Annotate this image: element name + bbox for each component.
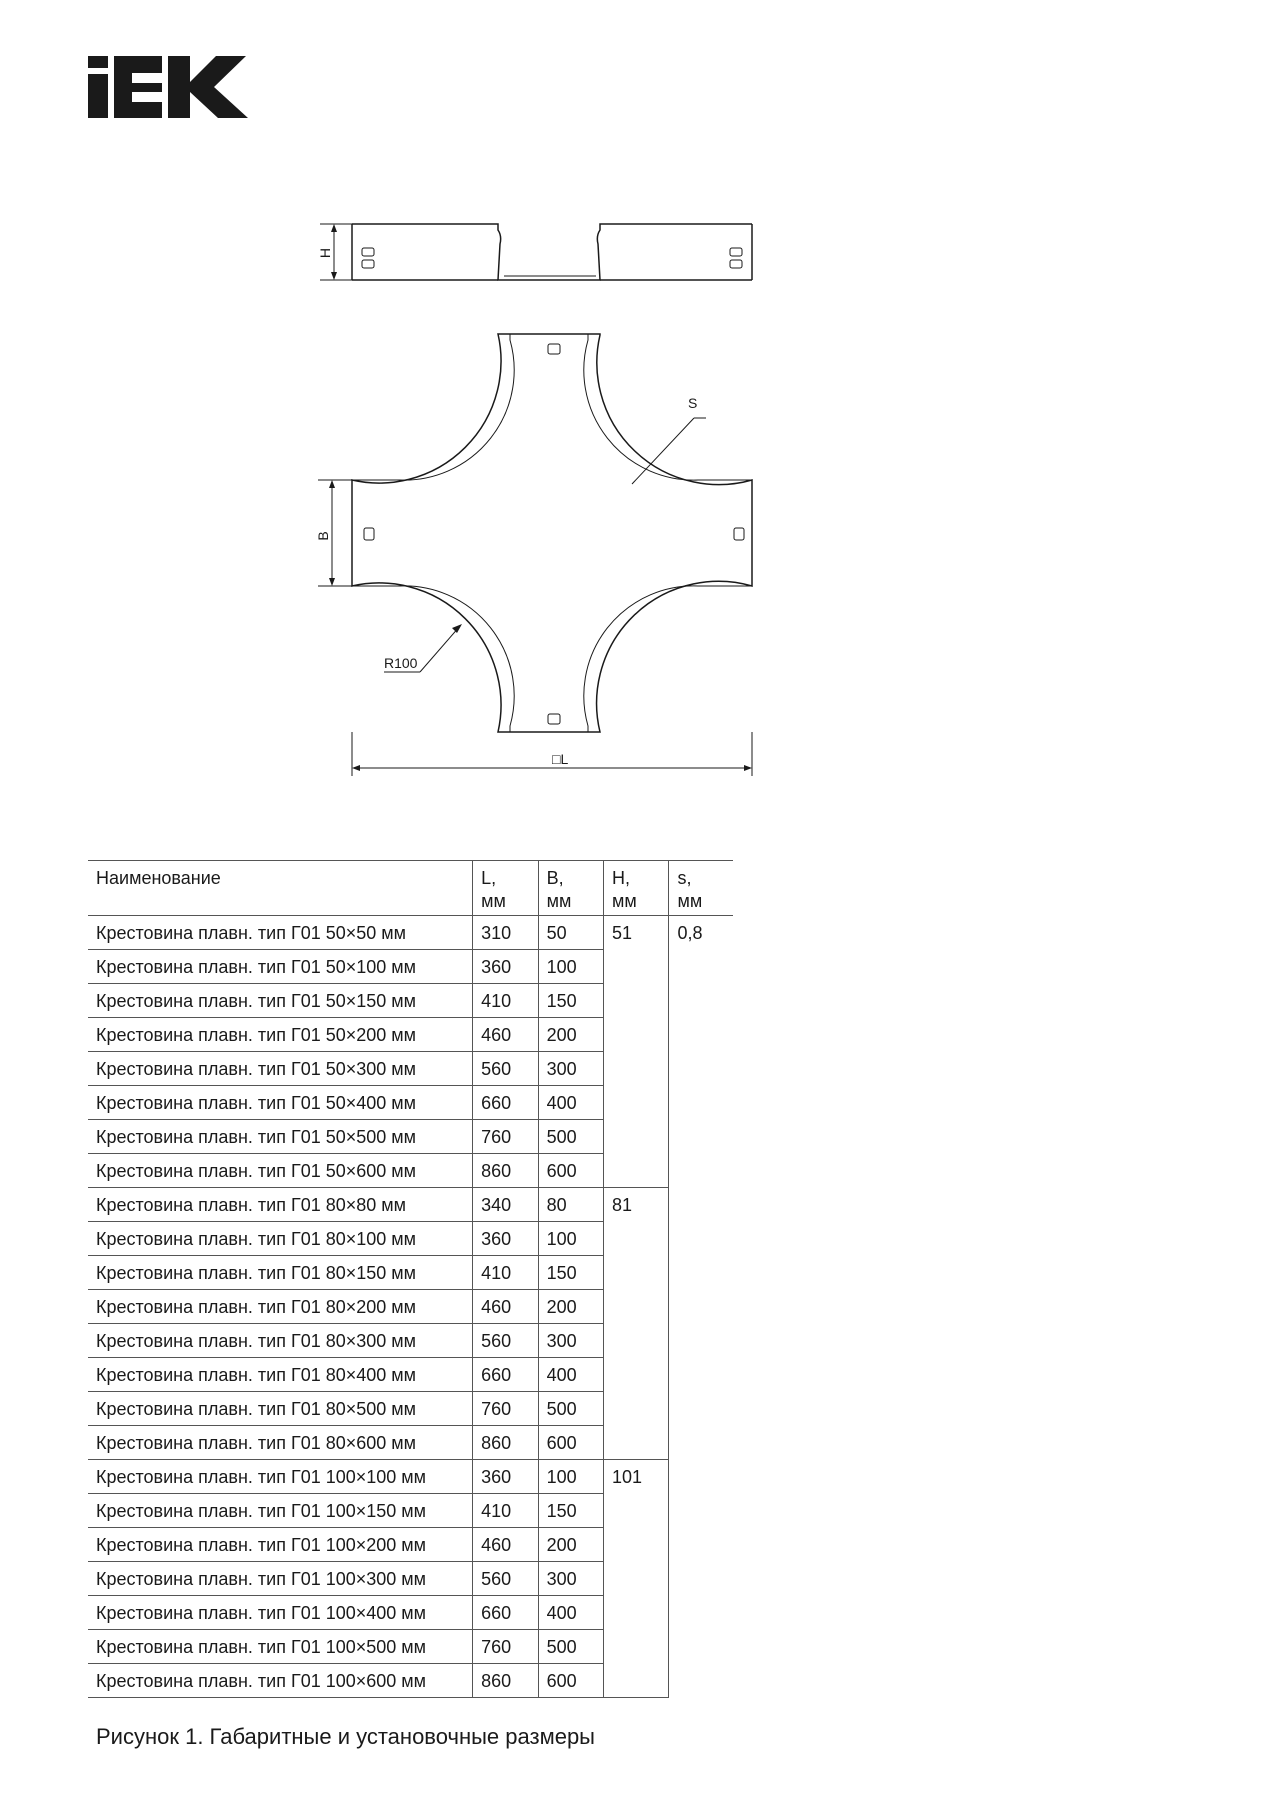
- cell-l: 760: [473, 1630, 538, 1664]
- table-row: [88, 1426, 733, 1460]
- table-row: [88, 1528, 733, 1562]
- cell-name: Крестовина плавн. тип Г01 100×200 мм: [88, 1528, 473, 1562]
- cell-l: 860: [473, 1154, 538, 1188]
- table-header-row: [88, 861, 733, 916]
- cell-name: Крестовина плавн. тип Г01 50×100 мм: [88, 950, 473, 984]
- label-height: H: [317, 247, 333, 259]
- cell-name: Крестовина плавн. тип Г01 80×100 мм: [88, 1222, 473, 1256]
- cell-name: Крестовина плавн. тип Г01 100×500 мм: [88, 1630, 473, 1664]
- table-row: [88, 1018, 733, 1052]
- cell-name: Крестовина плавн. тип Г01 50×150 мм: [88, 984, 473, 1018]
- cell-name: Крестовина плавн. тип Г01 100×600 мм: [88, 1664, 473, 1698]
- header-h-unit: мм: [612, 891, 637, 911]
- table-row: [88, 1086, 733, 1120]
- cell-b: 600: [538, 1426, 603, 1460]
- table-row: [88, 1460, 733, 1494]
- cell-l: 460: [473, 1290, 538, 1324]
- cell-h: [604, 1528, 669, 1562]
- cell-h: [604, 950, 669, 984]
- cell-b: 80: [538, 1188, 603, 1222]
- cell-b: 300: [538, 1324, 603, 1358]
- table-row: [88, 950, 733, 984]
- header-s-unit: мм: [677, 891, 703, 911]
- header-l-label: L,: [481, 868, 497, 888]
- cell-l: 760: [473, 1120, 538, 1154]
- cell-l: 660: [473, 1086, 538, 1120]
- cell-h: [604, 1596, 669, 1630]
- cell-l: 860: [473, 1426, 538, 1460]
- cell-name: Крестовина плавн. тип Г01 80×80 мм: [88, 1188, 473, 1222]
- cell-b: 150: [538, 1494, 603, 1528]
- header-s: [669, 861, 733, 916]
- cell-b: 150: [538, 984, 603, 1018]
- cell-b: 600: [538, 1154, 603, 1188]
- cell-b: 600: [538, 1664, 603, 1698]
- table-row: [88, 1290, 733, 1324]
- label-thickness: S: [688, 395, 698, 411]
- cell-b: 200: [538, 1528, 603, 1562]
- cell-h: [604, 1086, 669, 1120]
- cell-h: [604, 1154, 669, 1188]
- header-s-label: s,: [677, 868, 692, 888]
- table-row: [88, 1120, 733, 1154]
- table-row: [88, 984, 733, 1018]
- table-row: [88, 1358, 733, 1392]
- cell-h: [604, 1290, 669, 1324]
- label-radius: R100: [384, 655, 418, 671]
- cell-l: 410: [473, 984, 538, 1018]
- table-body: [88, 916, 733, 1698]
- cell-b: 300: [538, 1562, 603, 1596]
- header-h-label: H,: [612, 868, 631, 888]
- technical-drawing: [0, 0, 1280, 800]
- table-row: [88, 1630, 733, 1664]
- cell-name: Крестовина плавн. тип Г01 80×150 мм: [88, 1256, 473, 1290]
- table-row: [88, 1154, 733, 1188]
- figure-caption: Рисунок 1. Габаритные и установочные размеры: [96, 1724, 595, 1749]
- cell-l: 460: [473, 1528, 538, 1562]
- table-row: [88, 1494, 733, 1528]
- cell-h: [604, 1494, 669, 1528]
- table-row: [88, 1222, 733, 1256]
- cell-name: Крестовина плавн. тип Г01 100×150 мм: [88, 1494, 473, 1528]
- specification-table: [88, 860, 733, 1698]
- table-row: [88, 1256, 733, 1290]
- table-row: [88, 1052, 733, 1086]
- cell-l: 560: [473, 1562, 538, 1596]
- cell-h: [604, 1222, 669, 1256]
- table-row: [88, 1188, 733, 1222]
- cell-l: 310: [473, 916, 538, 950]
- header-l-unit: мм: [481, 891, 506, 911]
- cell-b: 500: [538, 1392, 603, 1426]
- table-row: [88, 1562, 733, 1596]
- cell-h: [604, 1120, 669, 1154]
- cell-name: Крестовина плавн. тип Г01 80×600 мм: [88, 1426, 473, 1460]
- cell-l: 410: [473, 1256, 538, 1290]
- cell-name: Крестовина плавн. тип Г01 80×400 мм: [88, 1358, 473, 1392]
- cell-name: Крестовина плавн. тип Г01 100×100 мм: [88, 1460, 473, 1494]
- cell-h: [604, 1018, 669, 1052]
- cell-l: 660: [473, 1596, 538, 1630]
- cell-l: 560: [473, 1052, 538, 1086]
- cell-b: 500: [538, 1120, 603, 1154]
- cell-b: 100: [538, 950, 603, 984]
- cell-l: 460: [473, 1018, 538, 1052]
- cell-name: Крестовина плавн. тип Г01 50×400 мм: [88, 1086, 473, 1120]
- cell-h: 101: [604, 1460, 669, 1494]
- cell-h: [604, 1324, 669, 1358]
- cell-l: 360: [473, 950, 538, 984]
- table-row: [88, 916, 733, 950]
- cell-l: 760: [473, 1392, 538, 1426]
- cell-b: 50: [538, 916, 603, 950]
- cell-name: Крестовина плавн. тип Г01 50×300 мм: [88, 1052, 473, 1086]
- cell-b: 300: [538, 1052, 603, 1086]
- cell-h: [604, 1358, 669, 1392]
- cell-l: 660: [473, 1358, 538, 1392]
- cell-name: Крестовина плавн. тип Г01 50×200 мм: [88, 1018, 473, 1052]
- cell-h: [604, 1630, 669, 1664]
- cell-name: Крестовина плавн. тип Г01 50×50 мм: [88, 916, 473, 950]
- cell-name: Крестовина плавн. тип Г01 50×500 мм: [88, 1120, 473, 1154]
- top-view: [318, 334, 752, 776]
- cell-h: 51: [604, 916, 669, 950]
- cell-h: 81: [604, 1188, 669, 1222]
- header-l: [473, 861, 538, 916]
- cell-h: [604, 1052, 669, 1086]
- cell-h: [604, 1256, 669, 1290]
- header-b: [538, 861, 603, 916]
- table-row: [88, 1392, 733, 1426]
- header-b-unit: мм: [546, 891, 572, 911]
- cell-name: Крестовина плавн. тип Г01 50×600 мм: [88, 1154, 473, 1188]
- header-name: Наименование: [88, 861, 473, 916]
- cell-h: [604, 984, 669, 1018]
- cell-name: Крестовина плавн. тип Г01 80×200 мм: [88, 1290, 473, 1324]
- cell-b: 200: [538, 1290, 603, 1324]
- side-view: [320, 224, 752, 280]
- cell-b: 400: [538, 1596, 603, 1630]
- cell-b: 100: [538, 1222, 603, 1256]
- cell-b: 200: [538, 1018, 603, 1052]
- header-b-label: B,: [546, 868, 564, 888]
- cell-b: 150: [538, 1256, 603, 1290]
- cell-l: 560: [473, 1324, 538, 1358]
- label-width: B: [315, 531, 331, 541]
- cell-l: 360: [473, 1222, 538, 1256]
- cell-b: 400: [538, 1358, 603, 1392]
- cell-h: [604, 1392, 669, 1426]
- cell-name: Крестовина плавн. тип Г01 80×300 мм: [88, 1324, 473, 1358]
- cell-l: 340: [473, 1188, 538, 1222]
- cell-name: Крестовина плавн. тип Г01 100×400 мм: [88, 1596, 473, 1630]
- cell-b: 100: [538, 1460, 603, 1494]
- cell-s: 0,8: [669, 916, 733, 1698]
- cell-h: [604, 1664, 669, 1698]
- cell-h: [604, 1426, 669, 1460]
- table-row: [88, 1596, 733, 1630]
- label-length: □L: [552, 751, 569, 767]
- cell-l: 860: [473, 1664, 538, 1698]
- cell-h: [604, 1562, 669, 1596]
- cell-b: 400: [538, 1086, 603, 1120]
- table-row: [88, 1324, 733, 1358]
- cell-l: 360: [473, 1460, 538, 1494]
- cell-name: Крестовина плавн. тип Г01 100×300 мм: [88, 1562, 473, 1596]
- cell-b: 500: [538, 1630, 603, 1664]
- cell-l: 410: [473, 1494, 538, 1528]
- table-row: [88, 1664, 733, 1698]
- header-h: [604, 861, 669, 916]
- cell-name: Крестовина плавн. тип Г01 80×500 мм: [88, 1392, 473, 1426]
